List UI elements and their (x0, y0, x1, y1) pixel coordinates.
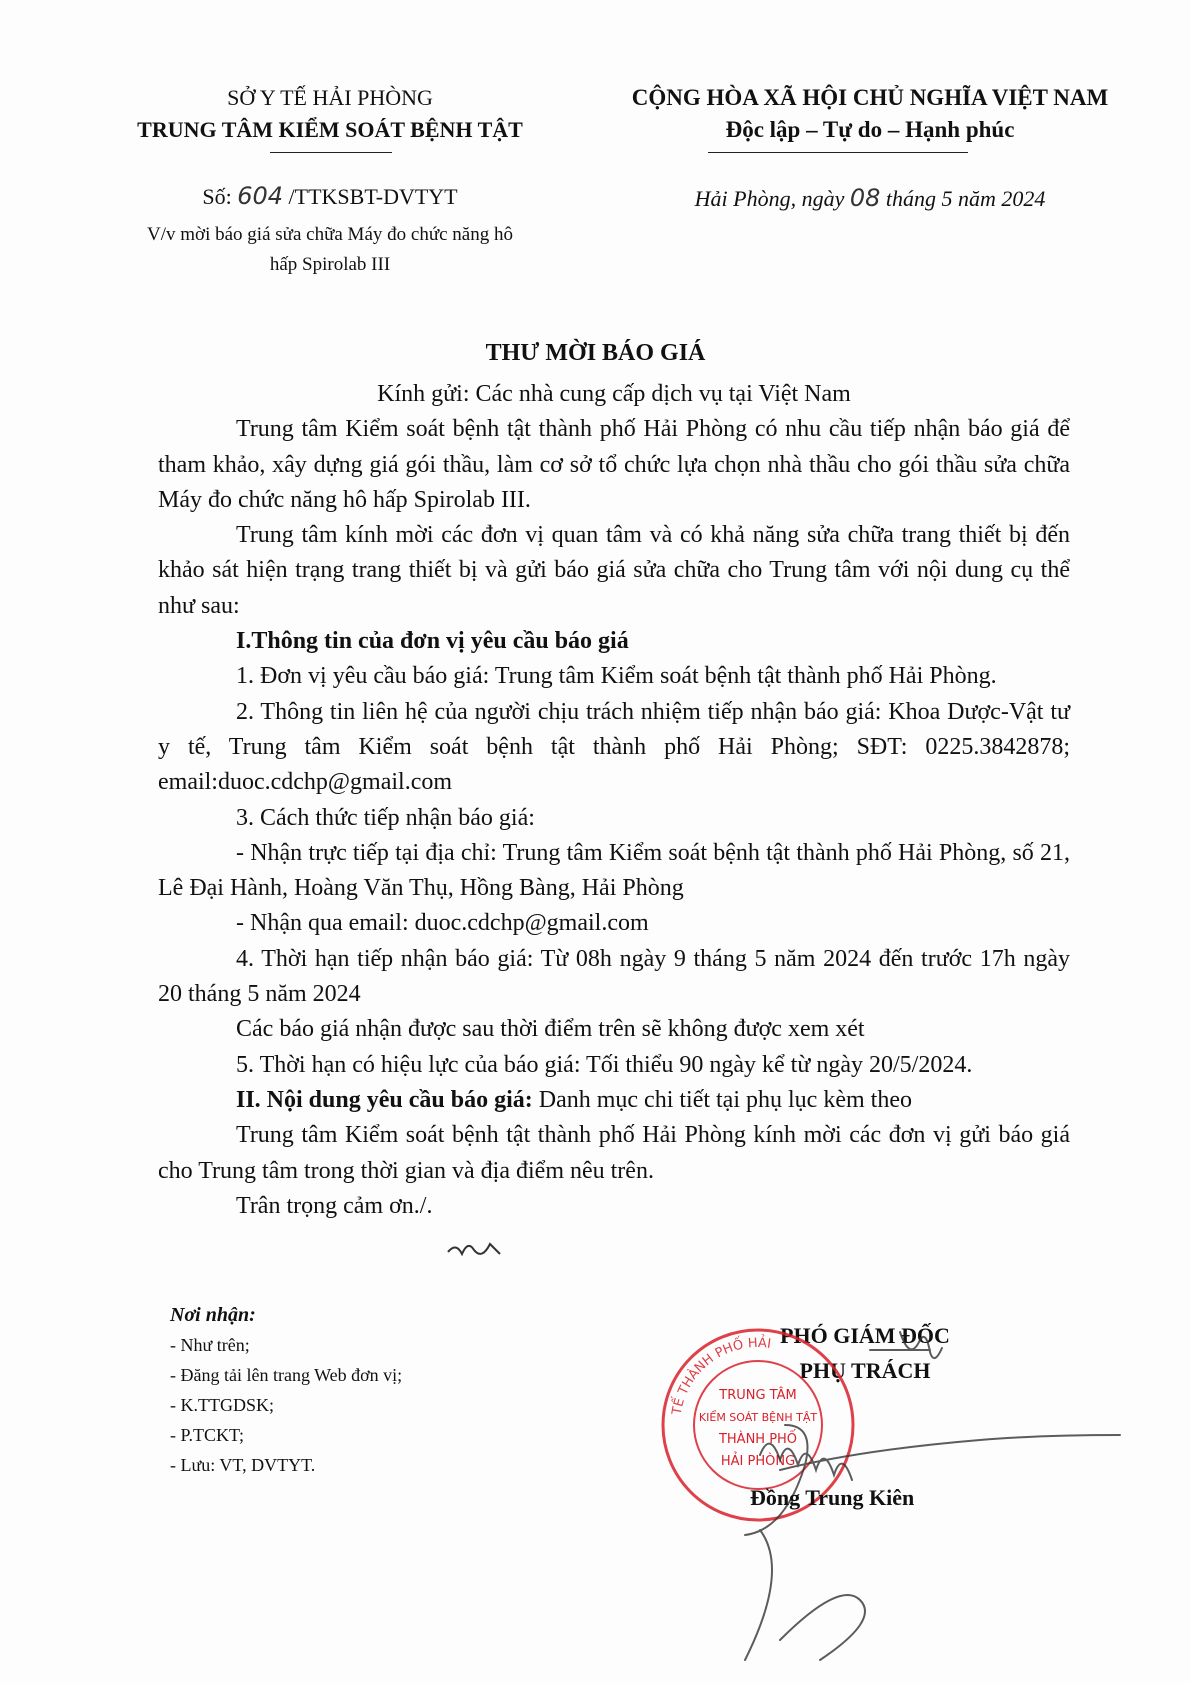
item-1: 1. Đơn vị yêu cầu báo giá: Trung tâm Kiểm soát bệnh tật thành phố Hải Phòng. (236, 663, 997, 690)
recipient-item: - K.TTGDSK; (170, 1395, 274, 1415)
section-2 (158, 1083, 1070, 1118)
salutation: Kính gửi: Các nhà cung cấp dịch vụ tại Việt Nam (377, 381, 851, 407)
recipient-item: - Như trên; (170, 1335, 250, 1355)
stamp-line-4: HẢI PHÒNG (720, 1454, 796, 1469)
document-subject: V/v mời báo giá sửa chữa Máy đo chức năng hô hấp Spirolab III (147, 224, 513, 275)
section-2-text: Danh mục chi tiết tại phụ lục kèm theo (532, 1086, 912, 1113)
document-number: Số: 604 /TTKSBT-DVTYT (202, 182, 458, 210)
closing-paragraph: Trung tâm Kiểm soát bệnh tật thành phố Hải Phòng kính mời các đơn vị gửi báo giá cho Trung tâm trong thời gian và địa điểm nêu trên. (158, 1122, 1070, 1184)
letter-body (158, 377, 1070, 1224)
motto-underline (708, 152, 968, 153)
stamp-line-3: THÀNH PHỐ (718, 1432, 798, 1447)
signatory-title: PHÓ GIÁM ĐỐC PHỤ TRÁCH (780, 1323, 950, 1383)
recipients-heading: Nơi nhận: (170, 1304, 256, 1326)
handwritten-day: 08 (849, 184, 881, 212)
agency-header (100, 82, 560, 146)
recipients-block (170, 1300, 402, 1480)
thanks-line: Trân trọng cảm ơn./. (236, 1192, 433, 1219)
item-3b: - Nhận qua email: duoc.cdchp@gmail.com (236, 910, 649, 937)
item-3: 3. Cách thức tiếp nhận báo giá: (236, 804, 535, 831)
section-2-label: II. Nội dung yêu cầu báo giá: (236, 1086, 533, 1113)
paragraph-invitation: Trung tâm kính mời các đơn vị quan tâm và có khả năng sửa chữa trang thiết bị đến khảo sát hiện trạng trang thiết bị và gửi báo giá sửa chữa cho Trung tâm với nội dung cụ thể như sau: (158, 522, 1070, 619)
item-4-note: Các báo giá nhận được sau thời điểm trên sẽ không được xem xét (236, 1016, 865, 1043)
initials-mark-icon (446, 1232, 506, 1262)
stamp-line-2: KIỂM SOÁT BỆNH TẬT (698, 1411, 818, 1424)
agency-underline (270, 152, 392, 153)
recipient-item: - P.TCKT; (170, 1425, 245, 1445)
recipient-item: - Lưu: VT, DVTYT. (170, 1455, 316, 1475)
stamp-line-1: TRUNG TÂM (719, 1388, 797, 1403)
section-1-heading: I.Thông tin của đơn vị yêu cầu báo giá (236, 628, 629, 655)
signatory-name: Đồng Trung Kiên (750, 1485, 915, 1510)
national-title: CỘNG HÒA XÃ HỘI CHỦ NGHĨA VIỆT NAM (631, 85, 1109, 110)
item-2: 2. Thông tin liên hệ của người chịu trách nhiệm tiếp nhận báo giá: Khoa Dược-Vật tư y tế, Trung tâm Kiểm soát bệnh tật thành phố Hải Phòng; SĐT: 0225.3842878; email:duoc.cdchp@gmail.com (158, 698, 1070, 796)
national-header (600, 82, 1140, 146)
recipient-item: - Đăng tải lên trang Web đơn vị; (170, 1365, 403, 1385)
paragraph-intro: Trung tâm Kiểm soát bệnh tật thành phố Hải Phòng có nhu cầu tiếp nhận báo giá để tham khảo, xây dựng giá gói thầu, làm cơ sở tổ chức lựa chọn nhà thầu cho gói thầu sửa chữa Máy đo chức năng hô hấp Spirolab III. (158, 416, 1070, 513)
item-5: 5. Thời hạn có hiệu lực của báo giá: Tối thiểu 90 ngày kể từ ngày 20/5/2024. (236, 1051, 973, 1078)
handwritten-number: 604 (237, 182, 284, 210)
item-4: 4. Thời hạn tiếp nhận báo giá: Từ 08h ngày 9 tháng 5 năm 2024 đến trước 17h ngày 20 tháng 5 năm 2024 (158, 945, 1070, 1008)
document-title: THƯ MỜI BÁO GIÁ (485, 340, 706, 366)
issue-date: Hải Phòng, ngày 08 tháng 5 năm 2024 (694, 184, 1046, 212)
issuing-agency: TRUNG TÂM KIỂM SOÁT BỆNH TẬT (137, 117, 523, 142)
item-3a: - Nhận trực tiếp tại địa chỉ: Trung tâm Kiểm soát bệnh tật thành phố Hải Phòng, số 21, Lê Đại Hành, Hoàng Văn Thụ, Hồng Bàng, Hải Phòng (158, 839, 1070, 902)
stamp-ring-text: TẾ THÀNH PHỐ HẢI (669, 1335, 772, 1416)
parent-agency: SỞ Y TẾ HẢI PHÒNG (227, 85, 433, 110)
national-motto: Độc lập – Tự do – Hạnh phúc (725, 117, 1015, 142)
